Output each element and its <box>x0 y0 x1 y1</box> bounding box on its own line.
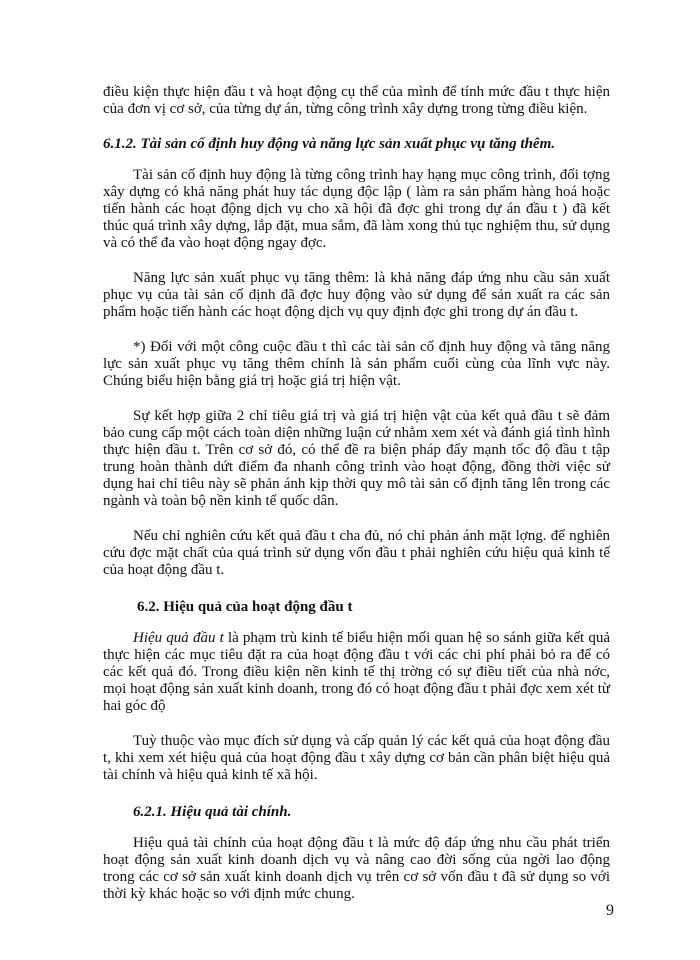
paragraph-quality-research: Nếu chỉ nghiên cứu kết quả đầu t cha đủ, nó chỉ phản ánh mặt lợng. để nghiên cứu đợc mặt chất của quá trình sử dụng vốn đầu t phải nghiên cứu hiệu quả kinh tế của hoạt động đầu t. <box>103 528 610 578</box>
paragraph-management-levels: Tuỳ thuộc vào mục đích sử dụng và cấp quản lý các kết quả của hoạt động đầu t, khi xem xét hiệu quả của hoạt động đầu t xây dựng cơ bản cần phân biệt hiệu quả tài chính và hiệu quả kinh tế xã hội. <box>103 733 610 783</box>
heading-6-2-1: 6.2.1. Hiệu quả tài chính. <box>133 804 292 820</box>
paragraph-investment-efficiency <box>103 630 610 715</box>
paragraph-production-capacity: Năng lực sản xuất phục vụ tăng thêm: là khả năng đáp ứng nhu cầu sản xuất phục vụ của tài sản cố định đã đợc huy động vào sử dụng để sản xuất ra các sản phẩm hoặc tiến hành các hoạt động dịch vụ quy định đợc ghi trong dự án đầu t. <box>103 270 610 320</box>
term-investment-efficiency: Hiệu quả đầu t <box>133 630 224 646</box>
page-number: 9 <box>606 902 614 919</box>
page-body <box>103 84 610 903</box>
heading-6-1-2: 6.1.2. Tài sản cố định huy động và năng lực sản xuất phục vụ tăng thêm. <box>103 136 555 152</box>
paragraph-fixed-assets: Tài sản cố định huy động là từng công trình hay hạng mục công trình, đối tợng xây dựng có khả năng phát huy tác dụng độc lập ( làm ra sản phẩm hàng hoá hoặc tiến hành các hoạt động dịch vụ cho xã hội đã đợc ghi trong dự án đầu t ) đã kết thúc quá trình xây dựng, lắp đặt, mua sắm, đã làm xong thủ tục nghiệm thu, sử dụng và có thể đa vào hoạt động ngay đợc. <box>103 167 610 251</box>
paragraph-investment-efficiency-text: là phạm trù kinh tế biểu hiện mối quan hệ so sánh giữa kết quả thực hiện các mục tiêu đặt ra của hoạt động đầu t với các chi phí phải bỏ ra để có các kết quả đó. Trong điều kiện nền kinh tế thị trờng có sự điều tiết của nhà nớc, mọi hoạt động sản xuất kinh doanh, trong đó có hoạt động đầu t phải đợc xem xét từ hai góc độ <box>103 630 610 714</box>
paragraph-financial-efficiency: Hiệu quả tài chính của hoạt động đầu t là mức độ đáp ứng nhu cầu phát triển hoạt động sản xuất kinh doanh dịch vụ và nâng cao đời sống của ngời lao động trong các cơ sở sản xuất kinh doanh dịch vụ trên cơ sở vốn đầu t đã sử dụng so với thời kỳ khác hoặc so với định mức chung. <box>103 835 610 902</box>
paragraph-final-products: *) Đối với một công cuộc đầu t thì các tài sản cố định huy động và tăng năng lực sản xuất phục vụ tăng thêm chính là sản phẩm cuối cùng của lĩnh vực này. Chúng biểu hiện bằng giá trị hoặc giá trị hiện vật. <box>103 339 610 389</box>
heading-6-2: 6.2. Hiệu quả của hoạt động đầu t <box>137 599 353 615</box>
paragraph-indicator-combination: Sự kết hợp giữa 2 chỉ tiêu giá trị và giá trị hiện vật của kết quả đầu t sẽ đảm bảo cung cấp một cách toàn diện những luận cứ nhằm xem xét và đánh giá tình hình thực hiện đầu t. Trên cơ sở đó, có thể đề ra biện pháp đẩy mạnh tốc độ đầu t tập trung hoàn thành dứt điểm đa nhanh công trình vào hoạt động, đồng thời việc sử dụng hai chỉ tiêu này sẽ phản ánh kịp thời quy mô tài sản cố định tăng lên trong các ngành và toàn bộ nền kinh tế quốc dân. <box>103 408 610 509</box>
paragraph-intro: điều kiện thực hiện đầu t và hoạt động cụ thể của mình để tính mức đầu t thực hiện của đơn vị cơ sở, của từng dự án, từng công trình xây dựng trong từng điều kiện. <box>103 84 610 117</box>
